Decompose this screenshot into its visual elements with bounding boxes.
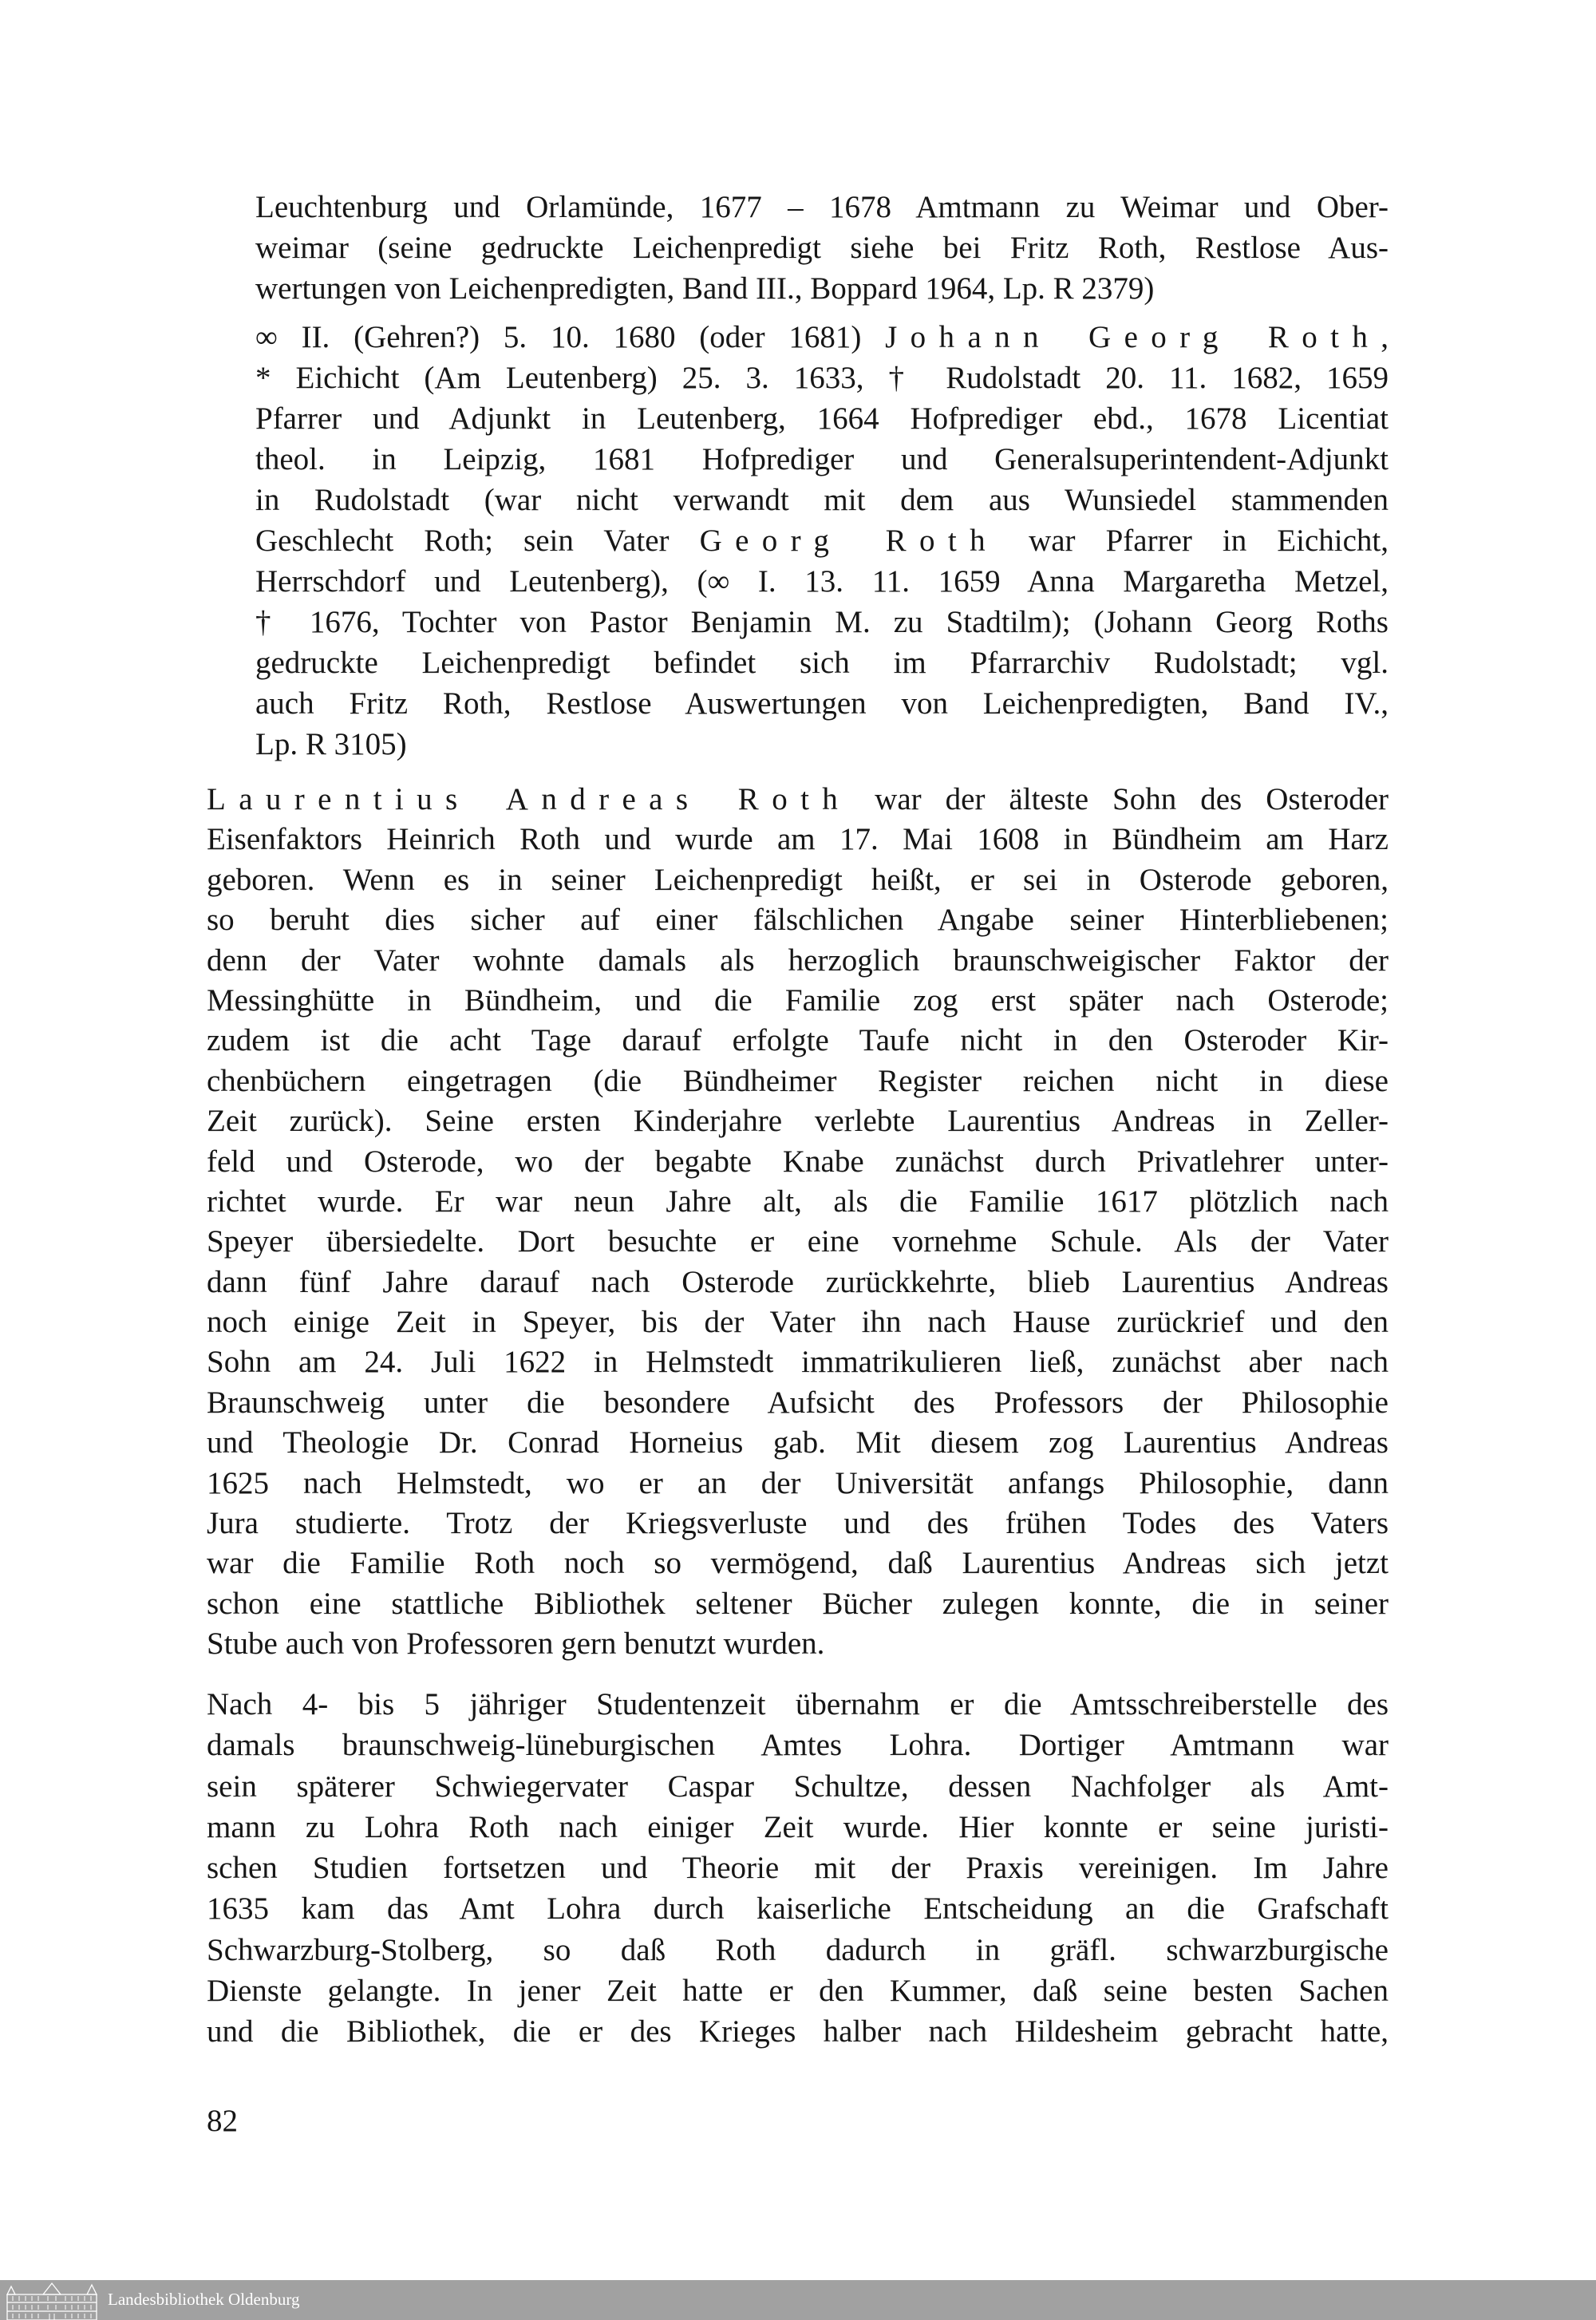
text-segment: Herrschdorf und Leutenberg), (∞ I. 13. 11. 1659 Anna Margaretha Metzel, [255,564,1389,599]
text-line [255,602,1389,642]
library-footer-bar [0,2280,1596,2320]
text-segment: sein späterer Schwiegervater Caspar Schultze, dessen Nachfolger als Amt- [207,1769,1389,1804]
text-segment: chenbüchern eingetragen (die Bündheimer Register reichen nicht in diese [207,1063,1389,1098]
text-segment: Braunschweig unter die besondere Aufsicht des Professors der Philosophie [207,1385,1389,1420]
text-segment: und die Bibliothek, die er des Krieges halber nach Hildesheim gebracht hatte, [207,2014,1389,2049]
text-line [207,1766,1389,1807]
text-segment: in Rudolstadt (war nicht verwandt mit dem aus Wunsiedel stammenden [255,483,1389,517]
text-line [207,1021,1389,1061]
text-segment: auch Fritz Roth, Restlose Auswertungen von Leichenpredigten, Band IV., [255,686,1389,721]
text-line [207,1848,1389,1888]
text-segment: damals braunschweig-lüneburgischen Amtes Lohra. Dortiger Amtmann war [207,1728,1389,1763]
text-segment: war die Familie Roth noch so vermögend, daß Laurentius Andreas sich jetzt [207,1546,1389,1581]
text-line [255,561,1389,602]
text-segment: Stube auch von Professoren gern benutzt wurden. [207,1626,825,1662]
text-segment: wertungen von Leichenpredigten, Band III., Boppard 1964, Lp. R 2379) [255,271,1155,306]
text-segment: Jura studierte. Trotz der Kriegsverluste und des frühen Todes des Vaters [207,1506,1389,1541]
text-segment: dann fünf Jahre darauf nach Osterode zurückkehrte, blieb Laurentius Andreas [207,1264,1389,1299]
text-segment: feld und Osterode, wo der begabte Knabe zunächst durch Privatlehrer unter- [207,1144,1389,1179]
text-line [255,317,1389,358]
text-segment: schen Studien fortsetzen und Theorie mit der Praxis vereinigen. Im Jahre [207,1851,1389,1886]
text-line [255,268,1389,309]
text-segment: † 1676, Tochter von Pastor Benjamin M. zu Stadtilm); (Johann Georg Roths [255,605,1389,639]
text-segment: Dienste gelangte. In jener Zeit hatte er den Kummer, daß seine besten Sachen [207,1974,1389,2009]
page-number: 82 [207,2104,238,2138]
text-segment: Eisenfaktors Heinrich Roth und wurde am 17. Mai 1608 in Bündheim am Harz [207,822,1389,857]
text-line [207,1970,1389,2011]
text-line [255,187,1389,227]
text-segment: so beruht dies sicher auf einer fälschlichen Angabe seiner Hinterbliebenen; [207,903,1389,938]
marriage-entry-block [255,317,1389,765]
text-line [207,900,1389,940]
text-line [207,1504,1389,1543]
text-segment: theol. in Leipzig, 1681 Hofprediger und Generalsuperintendent-Adjunkt [255,442,1389,476]
text-line [207,780,1389,820]
text-segment: ∞ II. (Gehren?) 5. 10. 1680 (oder 1681) [255,320,886,354]
text-segment: Lp. R 3105) [255,727,407,761]
text-line [207,1584,1389,1624]
text-line [207,981,1389,1021]
text-line [255,398,1389,439]
text-segment: 1625 nach Helmstedt, wo er an der Universität anfangs Philosophie, dann [207,1465,1389,1500]
text-line [207,1142,1389,1182]
text-segment: war der älteste Sohn des Osteroder [851,782,1389,816]
text-line [207,1807,1389,1848]
text-line [207,1930,1389,1970]
text-segment: Leuchtenburg und Orlamünde, 1677 – 1678 Amtmann zu Weimar und Ober- [255,190,1389,224]
text-line [207,820,1389,860]
text-segment: denn der Vater wohnte damals als herzoglich braunschweigischer Faktor der [207,943,1389,978]
text-segment: Nach 4- bis 5 jähriger Studentenzeit übernahm er die Amtsschreiberstelle des [207,1687,1389,1721]
text-line [255,227,1389,268]
text-line [207,1302,1389,1342]
text-segment: Sohn am 24. Juli 1622 in Helmstedt immatrikulieren ließ, zunächst aber nach [207,1345,1389,1380]
spaced-name: Laurentius Andreas Roth [207,782,851,816]
spaced-name: Johann Georg Roth [885,320,1381,354]
text-segment: gedruckte Leichenpredigt befindet sich im Pfarrarchiv Rudolstadt; vgl. [255,646,1389,680]
text-line [207,2011,1389,2052]
text-segment: Zeit zurück). Seine ersten Kinderjahre verlebte Laurentius Andreas in Zeller- [207,1104,1389,1139]
library-name: Landesbibliothek Oldenburg [108,2290,300,2309]
text-line [255,480,1389,520]
text-line [207,1101,1389,1141]
text-line [255,642,1389,683]
text-segment: war Pfarrer in Eichicht, [998,524,1389,558]
text-line [207,1624,1389,1664]
text-line [207,1061,1389,1101]
text-segment: Speyer übersiedelte. Dort besuchte er eine vornehme Schule. Als der Vater [207,1224,1389,1259]
text-segment: 1635 kam das Amt Lohra durch kaiserliche Entscheidung an die Grafschaft [207,1891,1389,1927]
text-line [207,860,1389,900]
text-line [207,1464,1389,1504]
text-line [255,358,1389,398]
text-segment: weimar (seine gedruckte Leichenpredigt siehe bei Fritz Roth, Restlose Aus- [255,231,1389,265]
text-line [255,724,1389,765]
text-line [207,1423,1389,1463]
text-segment: und Theologie Dr. Conrad Horneius gab. Mit diesem zog Laurentius Andreas [207,1425,1389,1460]
spaced-name: Georg Roth [699,524,999,558]
text-segment: geboren. Wenn es in seiner Leichenpredigt heißt, er sei in Osterode geboren, [207,862,1389,897]
text-line [255,683,1389,724]
text-line [255,439,1389,480]
text-segment: Pfarrer und Adjunkt in Leutenberg, 1664 Hofprediger ebd., 1678 Licentiat [255,401,1389,436]
text-line [255,520,1389,561]
text-segment: Geschlecht Roth; sein Vater [255,524,700,558]
paragraph-career [207,1684,1389,2053]
text-line [207,1222,1389,1262]
text-line [207,1684,1389,1725]
text-line [207,1383,1389,1423]
text-segment: zudem ist die acht Tage darauf erfolgte Taufe nicht in den Osteroder Kir- [207,1023,1389,1058]
text-segment: , [1381,320,1389,354]
text-line [207,1543,1389,1583]
text-segment: mann zu Lohra Roth nach einiger Zeit wurde. Hier konnte er seine juristi- [207,1809,1389,1844]
library-building-logo-icon [5,2282,99,2320]
paragraph-biography [207,780,1389,1665]
text-line [207,1263,1389,1302]
text-segment: noch einige Zeit in Speyer, bis der Vater ihn nach Hause zurückrief und den [207,1305,1389,1340]
text-segment: richtet wurde. Er war neun Jahre alt, als die Familie 1617 plötzlich nach [207,1184,1389,1219]
text-segment: schon eine stattliche Bibliothek seltener Bücher zulegen konnte, die in seiner [207,1586,1389,1621]
text-line [207,941,1389,981]
text-line [207,1888,1389,1929]
text-segment: Schwarzburg-Stolberg, so daß Roth dadurch in gräfl. schwarzburgische [207,1932,1389,1967]
text-line [207,1725,1389,1765]
text-segment: * Eichicht (Am Leutenberg) 25. 3. 1633, † Rudolstadt 20. 11. 1682, 1659 [255,361,1389,395]
text-line [207,1342,1389,1382]
text-segment: Messinghütte in Bündheim, und die Familie zog erst später nach Osterode; [207,982,1389,1018]
citation-block-1 [255,187,1389,309]
text-line [207,1182,1389,1222]
